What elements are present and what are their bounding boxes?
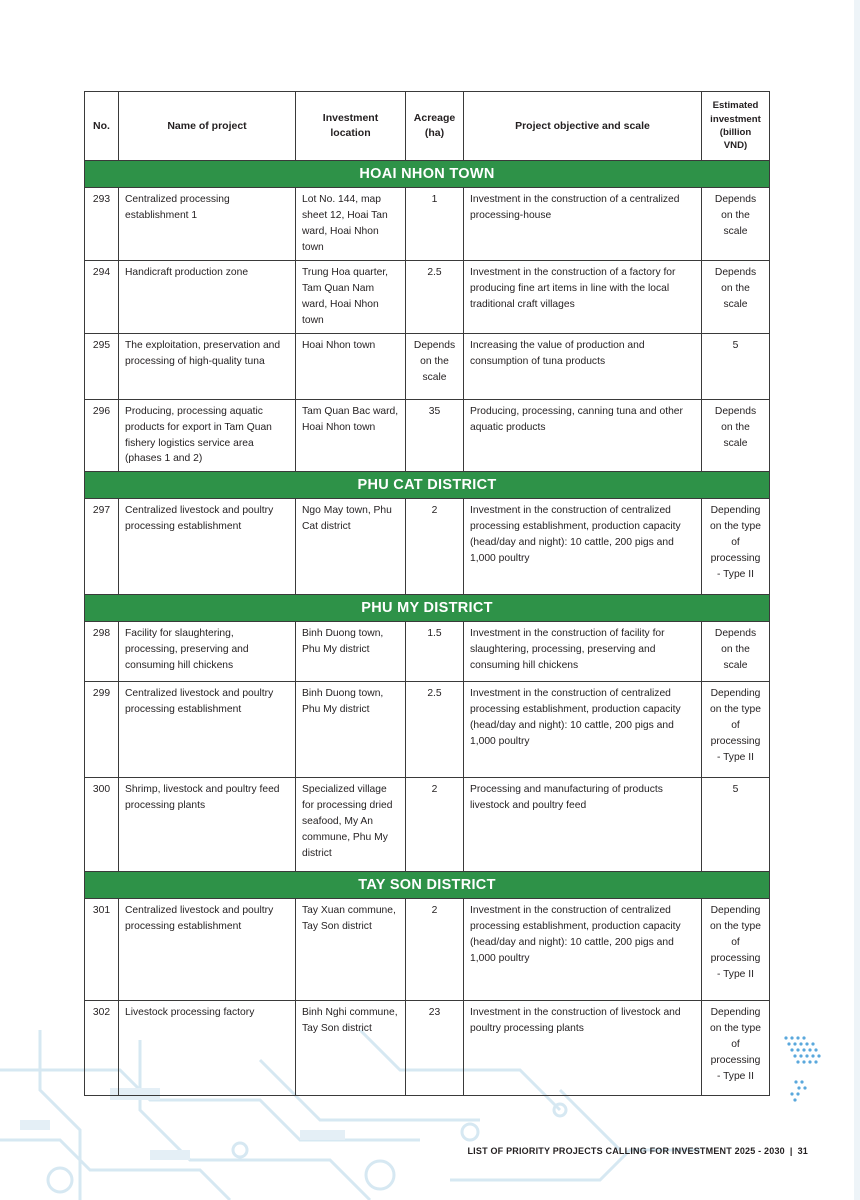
acreage: 35 <box>406 399 464 472</box>
estimated-investment: 5 <box>702 778 770 872</box>
project-name: The exploitation, preservation and processing of high-quality tuna <box>119 333 296 399</box>
acreage: 1.5 <box>406 622 464 682</box>
investment-location: Tam Quan Bac ward, Hoai Nhon town <box>296 399 406 472</box>
project-objective: Investment in the construction of livestock and poultry processing plants <box>464 1001 702 1096</box>
estimated-investment: Depends on the scale <box>702 260 770 333</box>
priority-projects-table <box>84 91 770 1096</box>
investment-location: Trung Hoa quarter, Tam Quan Nam ward, Hoai Nhon town <box>296 260 406 333</box>
section-title: PHU CAT DISTRICT <box>85 472 770 499</box>
section-header-row <box>85 595 770 622</box>
row-number: 295 <box>85 333 119 399</box>
row-number: 296 <box>85 399 119 472</box>
project-name: Facility for slaughtering, processing, preserving and consuming hill chickens <box>119 622 296 682</box>
table-row <box>85 188 770 261</box>
project-objective: Investment in the construction of centralized processing establishment, production capacity (head/day and night): 10 cattle, 200 pigs and 1,000 poultry <box>464 899 702 1001</box>
investment-location: Binh Duong town, Phu My district <box>296 682 406 778</box>
acreage: 2 <box>406 778 464 872</box>
table-header <box>85 92 770 161</box>
project-name: Producing, processing aquatic products for export in Tam Quan fishery logistics service area (phases 1 and 2) <box>119 399 296 472</box>
dot-grid-accent <box>784 1036 820 1101</box>
acreage: 2 <box>406 499 464 595</box>
acreage: 1 <box>406 188 464 261</box>
header-objective-scale: Project objective and scale <box>464 92 702 161</box>
section-header-row <box>85 472 770 499</box>
row-number: 301 <box>85 899 119 1001</box>
project-objective: Producing, processing, canning tuna and other aquatic products <box>464 399 702 472</box>
table-row <box>85 499 770 595</box>
project-objective: Investment in the construction of centralized processing establishment, production capacity (head/day and night): 10 cattle, 200 pigs and 1,000 poultry <box>464 499 702 595</box>
investment-location: Tay Xuan commune, Tay Son district <box>296 899 406 1001</box>
project-name: Handicraft production zone <box>119 260 296 333</box>
section-title: TAY SON DISTRICT <box>85 872 770 899</box>
investment-location: Binh Nghi commune, Tay Son district <box>296 1001 406 1096</box>
row-number: 293 <box>85 188 119 261</box>
section-title: HOAI NHON TOWN <box>85 161 770 188</box>
project-objective: Investment in the construction of facility for slaughtering, processing, preserving and consuming hill chickens <box>464 622 702 682</box>
page-number: 31 <box>797 1146 808 1156</box>
header-project-name: Name of project <box>119 92 296 161</box>
table-body <box>85 161 770 1096</box>
estimated-investment: Depending on the type of processing - Type II <box>702 682 770 778</box>
project-name: Centralized processing establishment 1 <box>119 188 296 261</box>
header-estimated-investment: Estimated investment (billion VND) <box>702 92 770 161</box>
acreage: 2.5 <box>406 682 464 778</box>
investment-location: Hoai Nhon town <box>296 333 406 399</box>
page-footer <box>467 1146 808 1156</box>
table-row <box>85 333 770 399</box>
row-number: 299 <box>85 682 119 778</box>
estimated-investment: Depends on the scale <box>702 399 770 472</box>
acreage: Depends on the scale <box>406 333 464 399</box>
table-row <box>85 622 770 682</box>
acreage: 2 <box>406 899 464 1001</box>
estimated-investment: Depending on the type of processing - Type II <box>702 499 770 595</box>
estimated-investment: 5 <box>702 333 770 399</box>
footer-separator: | <box>789 1146 793 1156</box>
header-no: No. <box>85 92 119 161</box>
header-investment-location: Investment location <box>296 92 406 161</box>
section-header-row <box>85 872 770 899</box>
project-name: Centralized livestock and poultry processing establishment <box>119 499 296 595</box>
project-name: Livestock processing factory <box>119 1001 296 1096</box>
investment-location: Specialized village for processing dried seafood, My An commune, Phu My district <box>296 778 406 872</box>
acreage: 23 <box>406 1001 464 1096</box>
section-header-row <box>85 161 770 188</box>
row-number: 297 <box>85 499 119 595</box>
project-objective: Processing and manufacturing of products livestock and poultry feed <box>464 778 702 872</box>
investment-location: Ngo May town, Phu Cat district <box>296 499 406 595</box>
estimated-investment: Depends on the scale <box>702 622 770 682</box>
table-row <box>85 682 770 778</box>
row-number: 298 <box>85 622 119 682</box>
project-name: Shrimp, livestock and poultry feed processing plants <box>119 778 296 872</box>
project-name: Centralized livestock and poultry processing establishment <box>119 899 296 1001</box>
project-objective: Increasing the value of production and consumption of tuna products <box>464 333 702 399</box>
project-name: Centralized livestock and poultry processing establishment <box>119 682 296 778</box>
investment-location: Binh Duong town, Phu My district <box>296 622 406 682</box>
acreage: 2.5 <box>406 260 464 333</box>
table-row <box>85 1001 770 1096</box>
table-row <box>85 399 770 472</box>
table-row <box>85 778 770 872</box>
investment-location: Lot No. 144, map sheet 12, Hoai Tan ward, Hoai Nhon town <box>296 188 406 261</box>
estimated-investment: Depending on the type of processing - Type II <box>702 899 770 1001</box>
estimated-investment: Depending on the type of processing - Type II <box>702 1001 770 1096</box>
row-number: 294 <box>85 260 119 333</box>
project-objective: Investment in the construction of centralized processing establishment, production capacity (head/day and night): 10 cattle, 200 pigs and 1,000 poultry <box>464 682 702 778</box>
header-acreage: Acreage (ha) <box>406 92 464 161</box>
footer-document-title: LIST OF PRIORITY PROJECTS CALLING FOR INVESTMENT 2025 - 2030 <box>467 1146 785 1156</box>
page-edge-strip <box>854 0 860 1200</box>
estimated-investment: Depends on the scale <box>702 188 770 261</box>
row-number: 302 <box>85 1001 119 1096</box>
table-row <box>85 260 770 333</box>
section-title: PHU MY DISTRICT <box>85 595 770 622</box>
table-row <box>85 899 770 1001</box>
project-objective: Investment in the construction of a factory for producing fine art items in line with the local traditional craft villages <box>464 260 702 333</box>
project-objective: Investment in the construction of a centralized processing-house <box>464 188 702 261</box>
row-number: 300 <box>85 778 119 872</box>
